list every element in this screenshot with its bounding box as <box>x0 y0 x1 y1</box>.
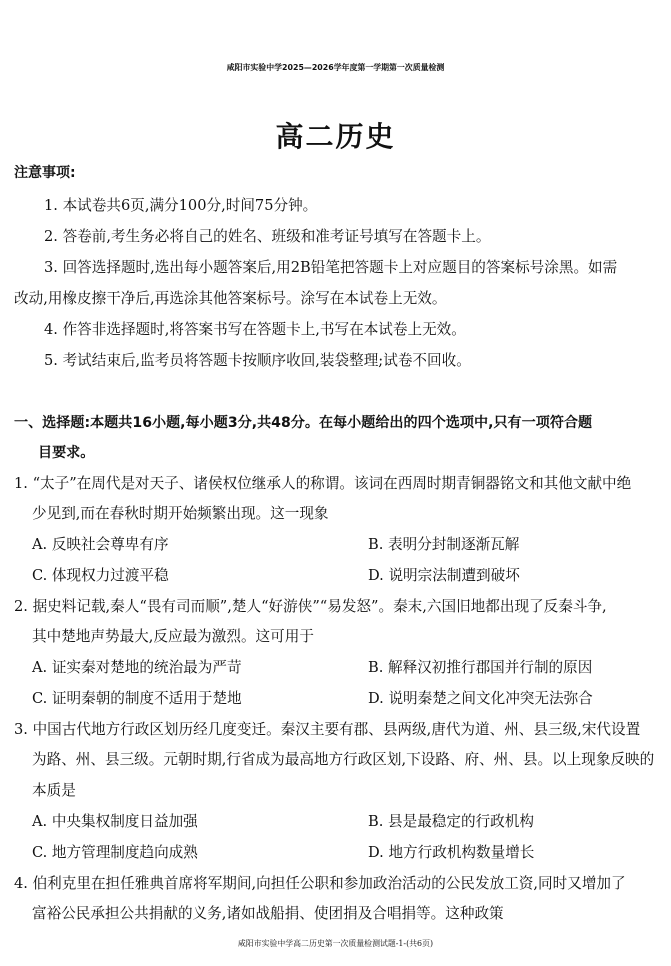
question-1-stem-continued: 少见到,而在春秋时期开始频繁出现。这一现象 <box>32 505 329 522</box>
question-3-option-c[interactable]: C. 地方管理制度趋向成熟 <box>32 844 198 861</box>
page-footer: 咸阳市实验中学高二历史第一次质量检测试题-1-(共6页) <box>237 939 434 948</box>
notice-item: 5. 考试结束后,监考员将答题卡按顺序收回,装袋整理;试卷不回收。 <box>44 352 471 369</box>
question-1-option-c[interactable]: C. 体现权力过渡平稳 <box>32 567 169 584</box>
question-2-option-b[interactable]: B. 解释汉初推行郡国并行制的原因 <box>368 659 593 676</box>
question-2-stem: 2. 据史料记载,秦人“畏有司而顺”,楚人“好游侠”“易发怒”。秦末,六国旧地都出现了反秦斗争, <box>14 598 607 615</box>
subject-title: 高二历史 <box>275 120 396 153</box>
question-1-option-a[interactable]: A. 反映社会尊卑有序 <box>32 536 169 553</box>
notice-item-continued: 改动,用橡皮擦干净后,再选涂其他答案标号。涂写在本试卷上无效。 <box>14 290 447 307</box>
question-2-stem-continued: 其中楚地声势最大,反应最为激烈。这可用于 <box>32 628 314 645</box>
question-3-stem-continued: 为路、州、县三级。元朝时期,行省成为最高地方行政区划,下设路、府、州、县。以上现象反映的 <box>32 751 655 768</box>
question-2-option-d[interactable]: D. 说明秦楚之间文化冲突无法弥合 <box>368 690 593 707</box>
question-4-stem: 4. 伯利克里在担任雅典首席将军期间,向担任公职和参加政治活动的公民发放工资,同时又增加了 <box>14 875 626 892</box>
section-heading: 一、选择题:本题共16小题,每小题3分,共48分。在每小题给出的四个选项中,只有一项符合题 <box>14 415 593 431</box>
notice-item: 4. 作答非选择题时,将答案书写在答题卡上,书写在本试卷上无效。 <box>44 321 466 338</box>
notice-item: 1. 本试卷共6页,满分100分,时间75分钟。 <box>44 197 318 214</box>
question-3-stem: 3. 中国古代地方行政区划历经几度变迁。秦汉主要有郡、县两级,唐代为道、州、县三级,宋代设置 <box>14 721 641 738</box>
question-1-option-d[interactable]: D. 说明宗法制遭到破坏 <box>368 567 520 584</box>
section-heading-continued: 目要求。 <box>38 445 95 461</box>
notice-item: 2. 答卷前,考生务必将自己的姓名、班级和准考证号填写在答题卡上。 <box>44 228 491 245</box>
question-2-option-a[interactable]: A. 证实秦对楚地的统治最为严苛 <box>32 659 242 676</box>
question-3-option-a[interactable]: A. 中央集权制度日益加强 <box>32 813 198 830</box>
notice-heading: 注意事项: <box>14 165 76 181</box>
question-4-stem-continued: 富裕公民承担公共捐献的义务,诸如战船捐、使团捐及合唱捐等。这种政策 <box>32 905 504 922</box>
question-1-stem: 1. “太子”在周代是对天子、诸侯权位继承人的称谓。该词在西周时期青铜器铭文和其他文献中绝 <box>14 475 632 492</box>
question-2-option-c[interactable]: C. 证明秦朝的制度不适用于楚地 <box>32 690 242 707</box>
notice-item: 3. 回答选择题时,选出每小题答案后,用2B铅笔把答题卡上对应题目的答案标号涂黑。如需 <box>44 259 618 276</box>
question-3-stem-continued: 本质是 <box>32 782 76 799</box>
exam-title: 咸阳市实验中学2025—2026学年度第一学期第一次质量检测 <box>226 63 445 72</box>
question-3-option-d[interactable]: D. 地方行政机构数量增长 <box>368 844 535 861</box>
question-3-option-b[interactable]: B. 县是最稳定的行政机构 <box>368 813 534 830</box>
question-1-option-b[interactable]: B. 表明分封制逐渐瓦解 <box>368 536 520 553</box>
